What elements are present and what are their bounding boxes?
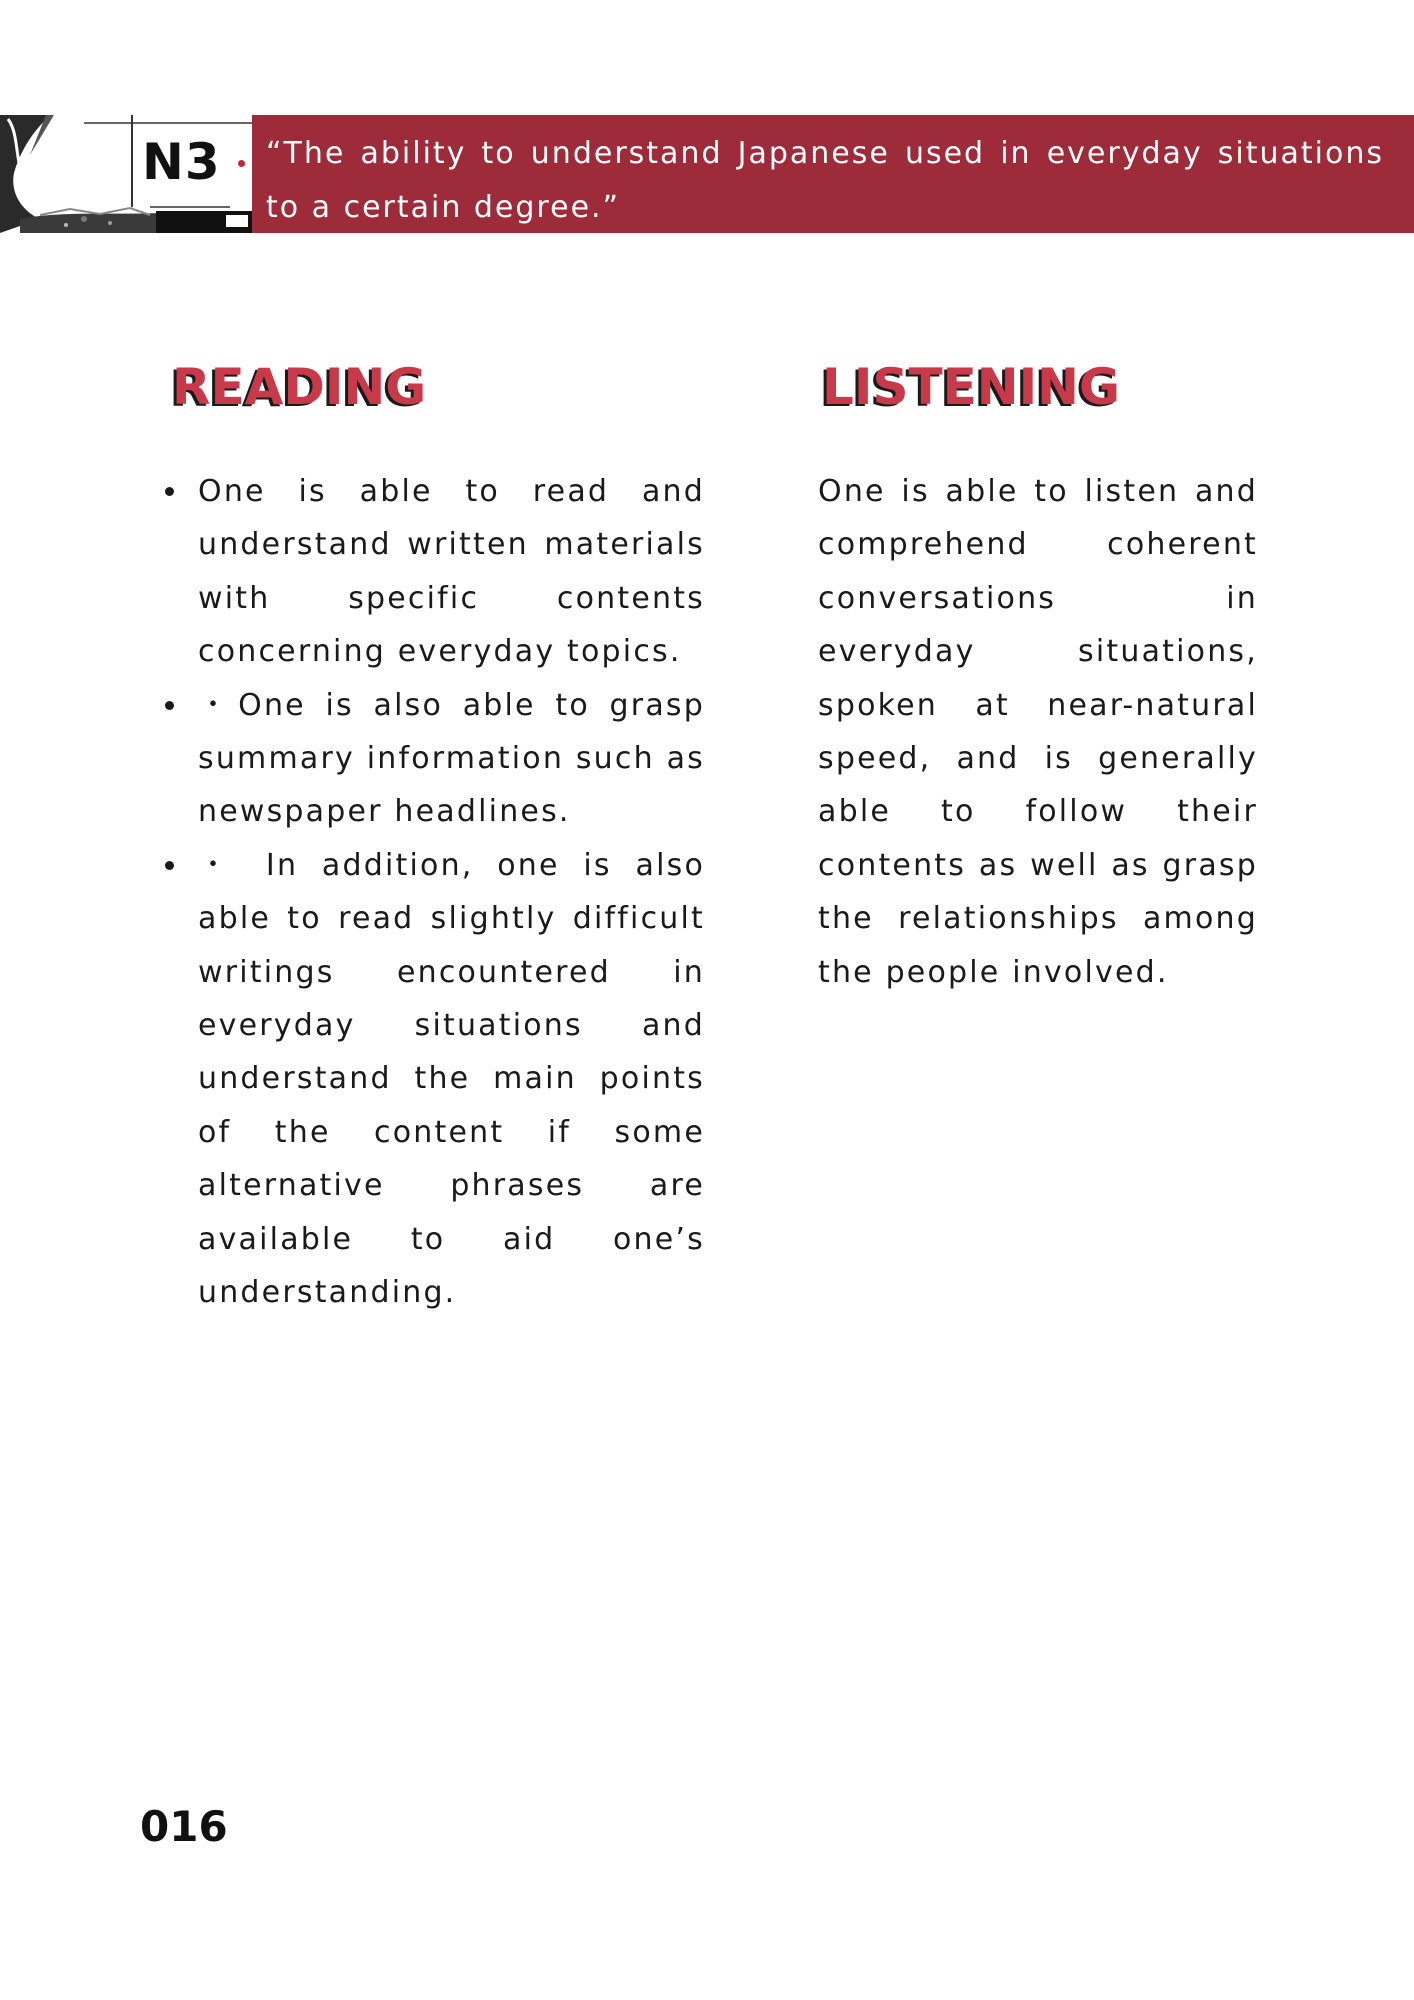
listening-text: One is able to listen and comprehend coherent conversations in everyday situations, spoken at near-natural speed, and is generally able to follow their contents as well as grasp the relationships among the people involved.: [818, 474, 1258, 990]
reading-item: ・ In addition, one is also able to read slightly difficult writings encountered in everyday situations and understand the main points of the content if some alternative phrases are available to aid one’s understanding.: [198, 839, 705, 1320]
reading-item: ・One is also able to grasp summary information such as newspaper headlines.: [198, 679, 705, 839]
reading-list: [160, 465, 705, 1320]
listening-heading: LISTENING: [822, 358, 1121, 416]
reading-heading: READING: [172, 358, 427, 416]
page-number: 016: [140, 1802, 228, 1851]
level-dot-icon: [238, 160, 245, 167]
level-description: “The ability to understand Japanese used in everyday situations to a certain degree.”: [266, 136, 1384, 225]
level-description-bar: [252, 115, 1414, 233]
header-banner: [0, 115, 1414, 233]
reading-item: One is able to read and understand written materials with specific contents concerning everyday topics.: [198, 465, 705, 679]
level-label: N3: [142, 133, 221, 191]
